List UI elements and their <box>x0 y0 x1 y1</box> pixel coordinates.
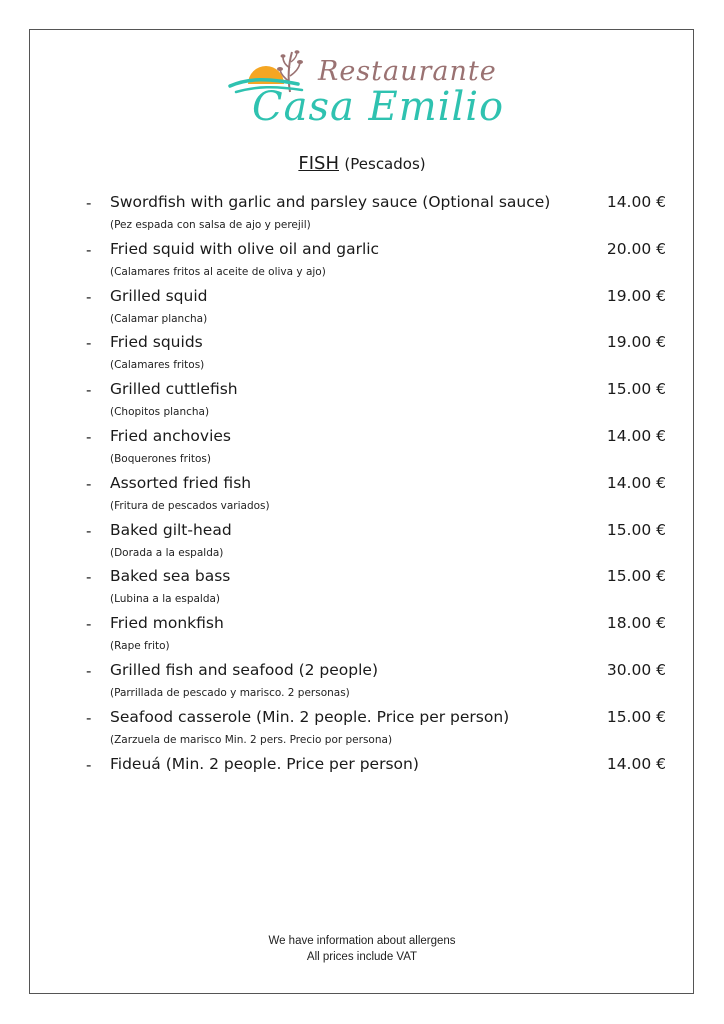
menu-item <box>86 238 666 285</box>
bullet-dash: - <box>86 661 92 680</box>
dish-price: 15.00 € <box>606 380 666 399</box>
bullet-dash: - <box>86 755 92 774</box>
dish-translation: (Dorada a la espalda) <box>110 546 224 559</box>
dish-translation: (Calamar plancha) <box>110 312 208 325</box>
bullet-dash: - <box>86 381 92 400</box>
bullet-dash: - <box>86 427 92 446</box>
dish-translation: (Fritura de pescados variados) <box>110 499 270 512</box>
dish-name: Fried anchovies <box>110 426 232 445</box>
dish-name: Baked sea bass <box>110 567 231 586</box>
dish-price: 15.00 € <box>606 520 666 539</box>
dish-name: Swordfish with garlic and parsley sauce (Optional sauce) <box>110 193 551 211</box>
dish-translation: (Zarzuela de marisco Min. 2 pers. Precio por persona) <box>110 733 393 746</box>
dish-price: 14.00 € <box>606 193 666 211</box>
bullet-dash: - <box>86 287 92 306</box>
dish-translation: (Parrillada de pescado y marisco. 2 personas) <box>110 686 350 699</box>
menu-list <box>86 191 666 799</box>
bullet-dash: - <box>86 521 92 540</box>
menu-item <box>86 191 666 238</box>
footer-notes <box>0 933 724 965</box>
dish-name: Grilled cuttlefish <box>110 380 238 399</box>
menu-item <box>86 612 666 659</box>
section-heading <box>0 153 724 174</box>
dish-price: 14.00 € <box>606 473 666 492</box>
dish-price: 14.00 € <box>606 426 666 445</box>
dish-price: 20.00 € <box>606 239 666 258</box>
menu-item <box>86 706 666 753</box>
dish-translation: (Calamares fritos) <box>110 359 205 372</box>
bullet-dash: - <box>86 708 92 727</box>
section-title: FISH <box>298 153 339 174</box>
allergen-note: We have information about allergens <box>268 935 456 947</box>
dish-price: 19.00 € <box>606 286 666 305</box>
vat-note: All prices include VAT <box>306 951 418 963</box>
dish-price: 15.00 € <box>606 707 666 726</box>
logo-word-restaurante: Restaurante <box>318 56 497 87</box>
bullet-dash: - <box>86 568 92 587</box>
menu-item <box>86 519 666 566</box>
dish-translation: (Calamares fritos al aceite de oliva y ajo) <box>110 265 326 278</box>
logo-word-casa-emilio: Casa Emilio <box>252 84 505 130</box>
dish-name: Fried squid with olive oil and garlic <box>110 239 380 258</box>
bullet-dash: - <box>86 334 92 353</box>
dish-name: Assorted fried fish <box>110 473 252 492</box>
dish-translation: (Pez espada con salsa de ajo y perejil) <box>110 219 311 231</box>
dish-name: Fried monkfish <box>110 614 224 633</box>
restaurant-logo <box>228 48 505 138</box>
menu-item <box>86 285 666 332</box>
dish-price: 14.00 € <box>606 754 666 773</box>
dish-price: 19.00 € <box>606 333 666 352</box>
menu-item <box>86 378 666 425</box>
dish-price: 30.00 € <box>606 660 666 679</box>
dish-translation: (Lubina a la espalda) <box>110 593 221 606</box>
dish-name: Fideuá (Min. 2 people. Price per person) <box>110 754 419 773</box>
menu-item <box>86 753 666 800</box>
menu-item <box>86 425 666 472</box>
dish-translation: (Boquerones fritos) <box>110 452 211 465</box>
dish-name: Grilled fish and seafood (2 people) <box>110 660 379 679</box>
dish-price: 15.00 € <box>606 567 666 586</box>
bullet-dash: - <box>86 615 92 634</box>
dish-name: Grilled squid <box>110 286 208 305</box>
menu-item <box>86 472 666 519</box>
menu-item <box>86 331 666 378</box>
dish-price: 18.00 € <box>606 614 666 633</box>
menu-item <box>86 659 666 706</box>
section-subtitle: (Pescados) <box>344 155 426 173</box>
dish-name: Seafood casserole (Min. 2 people. Price per person) <box>110 707 510 726</box>
dish-name: Baked gilt-head <box>110 520 232 539</box>
bullet-dash: - <box>86 474 92 493</box>
dish-name: Fried squids <box>110 333 203 352</box>
bullet-dash: - <box>86 240 92 259</box>
menu-item <box>86 565 666 612</box>
dish-translation: (Chopitos plancha) <box>110 406 210 419</box>
bullet-dash: - <box>86 194 92 212</box>
dish-translation: (Rape frito) <box>110 640 170 653</box>
